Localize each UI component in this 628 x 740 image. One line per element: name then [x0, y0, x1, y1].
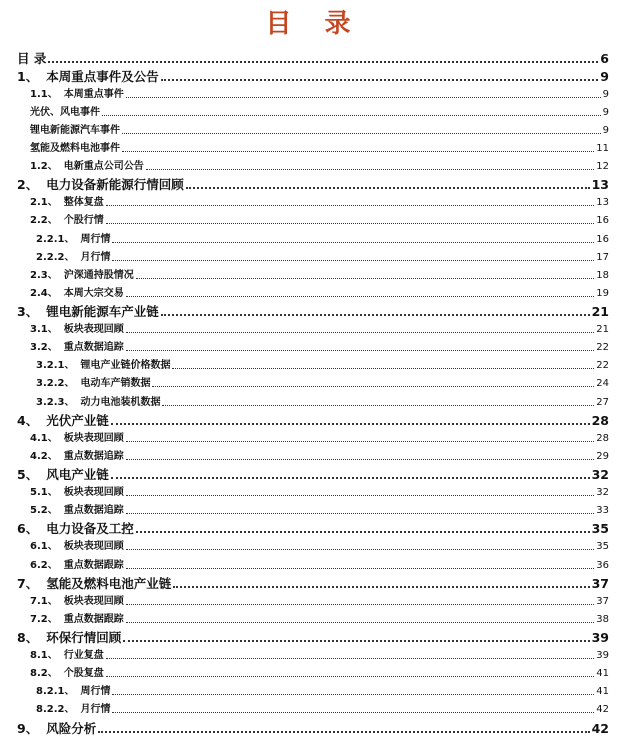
toc-entry-label: 月行情	[80, 704, 111, 715]
toc-entry[interactable]	[0, 558, 628, 573]
toc-entry-page: 19	[596, 288, 609, 299]
toc-entry-page: 41	[596, 686, 609, 697]
toc-entry-number: 4.1、	[30, 433, 58, 444]
toc-entry[interactable]	[0, 684, 628, 699]
toc-entry[interactable]	[0, 466, 628, 483]
toc-entry-number: 6、	[17, 521, 39, 536]
toc-entry[interactable]	[0, 648, 628, 663]
dot-leader	[161, 314, 590, 316]
toc-entry[interactable]	[0, 376, 628, 391]
toc-entry[interactable]	[0, 123, 628, 138]
dot-leader	[126, 513, 595, 514]
toc-entry-page: 6	[600, 51, 609, 66]
toc-entry-page: 32	[596, 487, 609, 498]
toc-entry[interactable]	[0, 232, 628, 247]
toc-entry-page: 28	[591, 413, 609, 428]
toc-entry-number: 8.2.2、	[36, 704, 75, 715]
toc-entry-number: 3.2.3、	[36, 397, 75, 408]
toc-entry-number: 8、	[17, 630, 39, 645]
toc-entry[interactable]	[0, 250, 628, 265]
toc-entry[interactable]	[0, 575, 628, 592]
toc-entry-label: 重点数据追踪	[63, 342, 124, 353]
toc-entry-page: 35	[596, 541, 609, 552]
dot-leader	[123, 640, 589, 642]
toc-entry-page: 16	[596, 215, 609, 226]
toc-entry-number: 4.2、	[30, 451, 58, 462]
dot-leader	[106, 676, 595, 677]
toc-entry-label: 光伏、风电事件	[30, 107, 100, 118]
dot-leader	[98, 731, 589, 733]
toc-entry-page: 9	[600, 69, 609, 84]
toc-entry-number: 1、	[17, 69, 39, 84]
dot-leader	[112, 242, 594, 243]
toc-entry-label: 目 录	[17, 51, 47, 66]
toc-entry-number: 1.2、	[30, 161, 58, 172]
dot-leader	[126, 622, 595, 623]
dot-leader	[106, 205, 595, 206]
toc-entry[interactable]	[0, 485, 628, 500]
dot-leader	[136, 531, 590, 533]
toc-entry-number: 7、	[17, 576, 39, 591]
toc-entry-page: 37	[596, 596, 609, 607]
toc-entry-label: 光伏产业链	[46, 413, 109, 428]
toc-entry-number: 6.1、	[30, 541, 58, 552]
dot-leader	[112, 712, 594, 713]
toc-entry[interactable]	[0, 503, 628, 518]
toc-entry-number: 6.2、	[30, 560, 58, 571]
toc-entry-page: 35	[591, 521, 609, 536]
toc-entry-number: 2.3、	[30, 270, 58, 281]
dot-leader	[126, 332, 595, 333]
toc-entry-page: 9	[602, 89, 609, 100]
toc-entry-label: 板块表现回顾	[63, 487, 124, 498]
toc-entry-number: 3、	[17, 304, 39, 319]
toc-entry-label: 板块表现回顾	[63, 433, 124, 444]
dot-leader	[126, 459, 595, 460]
dot-leader	[106, 223, 595, 224]
dot-leader	[111, 423, 590, 425]
toc-entry-page: 11	[596, 143, 609, 154]
toc-entry-page: 36	[596, 560, 609, 571]
toc-entry-number: 3.1、	[30, 324, 58, 335]
toc-entry-label: 锂电新能源车产业链	[46, 304, 159, 319]
toc-entry-number: 1.1、	[30, 89, 58, 100]
toc-entry[interactable]	[0, 286, 628, 301]
toc-entry-page: 21	[596, 324, 609, 335]
toc-entry-number: 7.1、	[30, 596, 58, 607]
toc-entry-number: 4、	[17, 413, 39, 428]
dot-leader	[106, 658, 595, 659]
toc-entry-page: 9	[602, 125, 609, 136]
dot-leader	[173, 586, 589, 588]
toc-entry-label: 风险分析	[46, 721, 97, 736]
toc-entry-page: 38	[596, 614, 609, 625]
toc-entry-label: 板块表现回顾	[63, 541, 124, 552]
toc-entry[interactable]	[0, 340, 628, 355]
toc-entry-number: 5.1、	[30, 487, 58, 498]
toc-entry-number: 3.2、	[30, 342, 58, 353]
toc-entry-label: 锂电产业链价格数据	[80, 360, 171, 371]
toc-entry[interactable]	[0, 358, 628, 373]
toc-entry[interactable]	[0, 720, 628, 737]
toc-entry-label: 行业复盘	[63, 650, 104, 661]
toc-entry-label: 环保行情回顾	[46, 630, 122, 645]
toc-entry-label: 本周重点事件	[63, 89, 124, 100]
toc-entry-label: 整体复盘	[63, 197, 104, 208]
toc-entry-number: 8.2、	[30, 668, 58, 679]
toc-entry-page: 42	[596, 704, 609, 715]
dot-leader	[172, 368, 594, 369]
toc-entry[interactable]	[0, 449, 628, 464]
toc-entry[interactable]	[0, 268, 628, 283]
dot-leader	[162, 405, 594, 406]
dot-leader	[126, 441, 595, 442]
toc-entry[interactable]	[0, 431, 628, 446]
dot-leader	[102, 115, 601, 116]
toc-entry[interactable]	[0, 176, 628, 193]
toc-entry-page: 13	[596, 197, 609, 208]
dot-leader	[126, 350, 595, 351]
toc-entry-page: 16	[596, 234, 609, 245]
dot-leader	[122, 133, 601, 134]
toc-entry[interactable]	[0, 702, 628, 717]
toc-entry-label: 电动车产销数据	[80, 378, 151, 389]
toc-entry-number: 8.2.1、	[36, 686, 75, 697]
toc-title: 目 录	[265, 9, 363, 39]
toc-entry-label: 本周重点事件及公告	[46, 69, 159, 84]
toc-entry-page: 33	[596, 505, 609, 516]
toc-entry-label: 板块表现回顾	[63, 596, 124, 607]
dot-leader	[122, 151, 594, 152]
toc-entry-page: 28	[596, 433, 609, 444]
dot-leader	[126, 495, 595, 496]
toc-entry-page: 22	[596, 342, 609, 353]
toc-entry-label: 周行情	[80, 686, 111, 697]
toc-entry-page: 37	[591, 576, 609, 591]
toc-entry[interactable]	[0, 322, 628, 337]
toc-entry-label: 氢能及燃料电池事件	[30, 143, 120, 154]
dot-leader	[136, 278, 595, 279]
toc-entry-page: 32	[591, 467, 609, 482]
dot-leader	[126, 568, 595, 569]
dot-leader	[112, 694, 594, 695]
toc-entry-page: 22	[596, 360, 609, 371]
toc-entry-label: 电力设备新能源行情回顾	[46, 177, 184, 192]
toc-entry-number: 2.2.1、	[36, 234, 75, 245]
toc-entry-page: 13	[591, 177, 609, 192]
toc-entry-label: 电力设备及工控	[46, 521, 134, 536]
toc-entry-number: 3.2.2、	[36, 378, 75, 389]
toc-entry-label: 重点数据跟踪	[63, 560, 124, 571]
toc-entry-number: 2.2、	[30, 215, 58, 226]
toc-entry-label: 沪深通持股情况	[63, 270, 134, 281]
toc-entry[interactable]	[0, 87, 628, 102]
toc-entry[interactable]	[0, 68, 628, 85]
toc-entry-label: 重点数据追踪	[63, 451, 124, 462]
toc-entry-label: 氢能及燃料电池产业链	[46, 576, 172, 591]
toc-entry-label: 重点数据跟踪	[63, 614, 124, 625]
toc-entry-number: 7.2、	[30, 614, 58, 625]
dot-leader	[161, 79, 599, 81]
toc-entry-page: 39	[591, 630, 609, 645]
toc-entry-label: 动力电池装机数据	[80, 397, 161, 408]
toc-entry-label: 本周大宗交易	[63, 288, 124, 299]
toc-entry-page: 9	[602, 107, 609, 118]
toc-entry[interactable]	[0, 303, 628, 320]
dot-leader	[126, 549, 595, 550]
toc-entry-number: 2.4、	[30, 288, 58, 299]
toc-entry-label: 锂电新能源汽车事件	[30, 125, 120, 136]
toc-entry-label: 重点数据追踪	[63, 505, 124, 516]
toc-entry[interactable]	[0, 50, 628, 67]
toc-entry-label: 周行情	[80, 234, 111, 245]
dot-leader	[146, 169, 595, 170]
toc-entry-page: 27	[596, 397, 609, 408]
toc-entry-number: 8.1、	[30, 650, 58, 661]
toc-entry-page: 41	[596, 668, 609, 679]
toc-entry-page: 12	[596, 161, 609, 172]
toc-entry-label: 月行情	[80, 252, 111, 263]
dot-leader	[48, 61, 598, 63]
toc-entry-number: 2、	[17, 177, 39, 192]
dot-leader	[152, 386, 594, 387]
toc-entry[interactable]	[0, 539, 628, 554]
toc-entry[interactable]	[0, 520, 628, 537]
toc-entry-label: 板块表现回顾	[63, 324, 124, 335]
toc-entry-page: 21	[591, 304, 609, 319]
toc-entry-number: 3.2.1、	[36, 360, 75, 371]
toc-entry-page: 24	[596, 378, 609, 389]
toc-entry-page: 17	[596, 252, 609, 263]
toc-entry-page: 39	[596, 650, 609, 661]
toc-entry-label: 电新重点公司公告	[63, 161, 144, 172]
toc-entry[interactable]	[0, 159, 628, 174]
toc-entry-label: 风电产业链	[46, 467, 109, 482]
toc-entry[interactable]	[0, 395, 628, 410]
toc-entry[interactable]	[0, 594, 628, 609]
toc-entry[interactable]	[0, 629, 628, 646]
toc-entry-label: 个股行情	[63, 215, 104, 226]
toc-entry-number: 2.2.2、	[36, 252, 75, 263]
dot-leader	[126, 97, 601, 98]
dot-leader	[111, 477, 590, 479]
dot-leader	[186, 187, 590, 189]
toc-entry-number: 2.1、	[30, 197, 58, 208]
toc-entry[interactable]	[0, 195, 628, 210]
dot-leader	[112, 260, 594, 261]
toc-entry[interactable]	[0, 213, 628, 228]
toc-entry[interactable]	[0, 105, 628, 120]
toc-entry[interactable]	[0, 666, 628, 681]
toc-entry[interactable]	[0, 141, 628, 156]
dot-leader	[126, 604, 595, 605]
dot-leader	[126, 296, 595, 297]
toc-entry-page: 18	[596, 270, 609, 281]
toc-entry-number: 5.2、	[30, 505, 58, 516]
toc-entry[interactable]	[0, 412, 628, 429]
toc-entry-number: 9、	[17, 721, 39, 736]
toc-entry-label: 个股复盘	[63, 668, 104, 679]
toc-entry-page: 42	[591, 721, 609, 736]
toc-entry[interactable]	[0, 612, 628, 627]
toc-entry-page: 29	[596, 451, 609, 462]
toc-entry-number: 5、	[17, 467, 39, 482]
